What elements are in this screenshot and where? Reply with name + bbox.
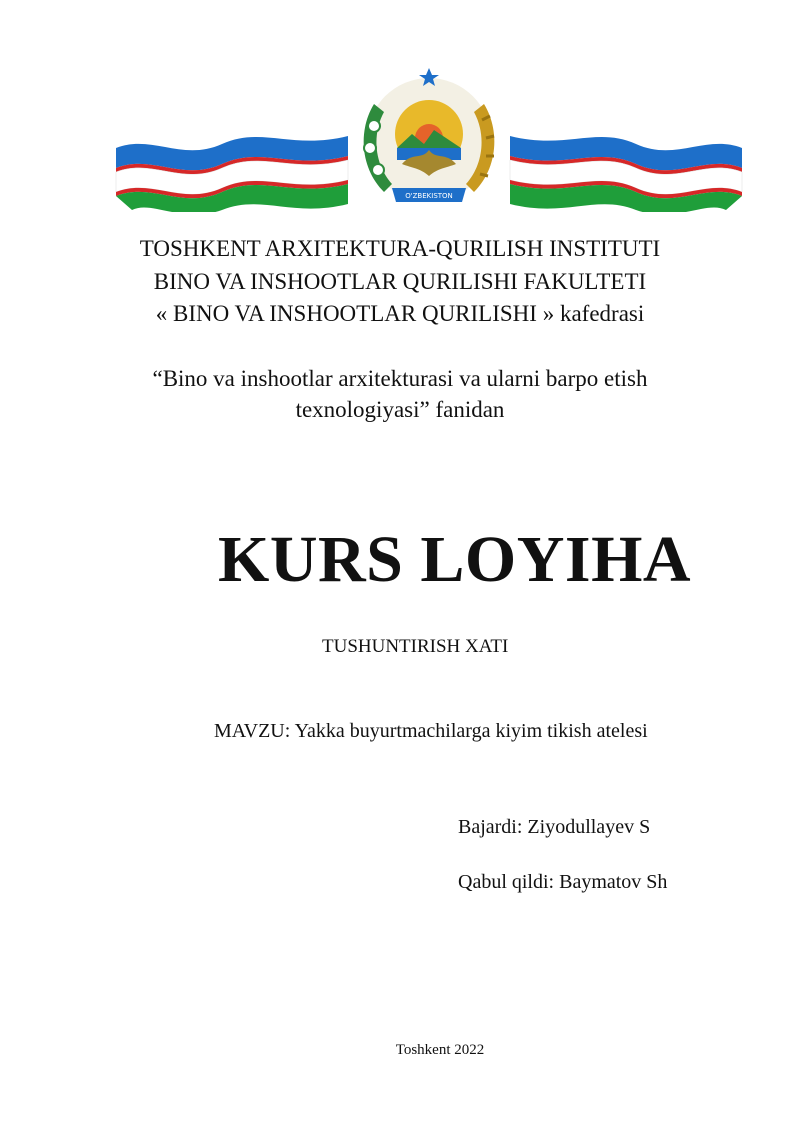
performed-by: Bajardi: Ziyodullayev S [458,816,651,838]
city-year-footer: Toshkent 2022 [395,1042,485,1058]
subject-line-2: texnologiyasi” fanidan [295,397,505,422]
state-emblem-icon [364,68,495,202]
institute-name: TOSHKENT ARXITEKTURA-QURILISH INSTITUTI [139,236,661,261]
accepted-by: Qabul qildi: Baymatov Sh [458,871,668,893]
uzbekistan-emblem-flag-banner [112,64,746,212]
right-flag-icon [510,136,742,212]
emblem-ribbon-label: O'ZBEKISTON [405,192,453,200]
subject-line-1: “Bino va inshootlar arxitekturasi va ularni barpo etish [152,366,648,391]
faculty-name: BINO VA INSHOOTLAR QURILISHI FAKULTETI [153,269,647,294]
document-subtitle: TUSHUNTIRISH XATI [322,636,509,657]
document-title: KURS LOYIHA [218,523,692,596]
topic-line: MAVZU: Yakka buyurtmachilarga kiyim tikish atelesi [214,720,648,742]
department-name: « BINO VA INSHOOTLAR QURILISHI » kafedrasi [155,301,645,326]
left-flag-icon [116,136,348,212]
